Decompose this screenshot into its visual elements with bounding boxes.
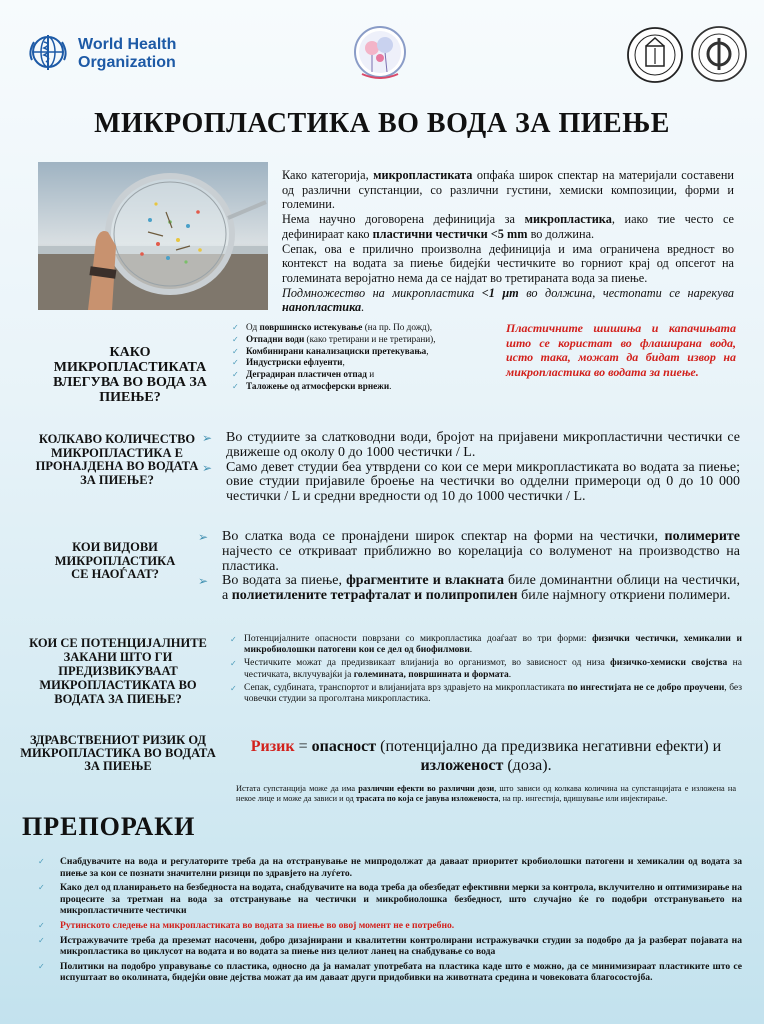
threat-item: ✓ Потенцијалните опасности поврзани со микропластика доаѓаат во три форми: физички честички, хемикалии и микробиолошки патогени кои се дел од биофилмови. (230, 634, 742, 656)
who-logo-line2: Organization (78, 54, 176, 71)
recommendation-item-monitoring: ✓ Рутинското следење на микропластиката во водата за пиење во овој момент не е потребно. (38, 920, 742, 932)
risk-formula: Ризик = опасност (потенцијално да предизвика негативни ефекти) и изложеност (доза). (250, 738, 722, 774)
heading-threats: КОИ СЕ ПОТЕНЦИЈАЛНИТЕ ЗАКАНИ ШТО ГИ ПРЕДИЗВИКУВААТ МИКРОПЛАСТИКАТА ВО ВОДАТА ЗА ПИЕЊЕ? (29, 636, 207, 706)
intro-paragraph-2 (282, 212, 734, 241)
intro-paragraph-3: Сепак, ова е прилично произволна дефиниција и има ограничена вредност во контекст на водата за пиење бидејќи честичките во горниот крај од опсегот на големината веројатно нема да се најдат во третираната вода за пиење. (282, 241, 734, 285)
intro-p4-text-a: Подмножество на микропластика (282, 285, 482, 300)
intro-p2-definition: пластични честички <5 mm (372, 226, 528, 241)
intro-p2-text-c: во должина. (527, 226, 595, 241)
intro-p1-text-b: опфаќа широк спектар на материјали составени од различни супстанции, со различни густини, хемиски композиции, форми и големини. (282, 168, 734, 212)
recommendation-item: ✓ Истражувачите треба да преземат насочени, добро дизајнирани и квалитетни контролирани истражувачки студии за подобро да ја разберат појавата на микропластика во циклусот на водата и во водата за пиење низ целиот ланец на снабдување со вода (38, 935, 742, 958)
heading-how-enters: КАКО МИКРОПЛАСТИКАТА ВЛЕГУВА ВО ВОДА ЗА ПИЕЊЕ? (53, 345, 207, 405)
source-item: ✓ Деградиран пластичен отпад и (232, 369, 492, 381)
recommendations-list (38, 856, 742, 987)
types-item: ➢ Во слатка вода се пронајдени широк спектар на форми на честички, полимерите најчесто се откриваат приближно во корелација со волуменот на производство на пластика. (196, 530, 740, 574)
intro-p1-text-a: Како категорија, (282, 168, 374, 182)
intro-paragraph-4 (282, 286, 734, 315)
heading-types: КОИ ВИДОВИ МИКРОПЛАСТИКА СЕ НАОЃААТ? (54, 540, 176, 581)
intro-p4-size: <1 μm (481, 285, 519, 300)
threat-item: ✓ Сепак, судбината, транспортот и влијанијата врз здравјето на микропластиката по ингестијата не се добро проучени, без човечки студии за проголтана микропластика. (230, 683, 742, 705)
sources-list (232, 322, 492, 393)
hazard-word: опасност (311, 738, 377, 755)
faculty-seal-icon (690, 24, 748, 84)
amount-item: ➢ Само девет студии беа утврдени со кои се мери микропластиката во водата за пиење; овие студии пријавиле броење на честички во одделни примероци од 0 до 10 000 честички / L и средни вредности од 10 до 1000 честички / L. (200, 461, 740, 505)
microplastics-sieve-photo (38, 162, 268, 310)
intro-p2-term: микропластика (524, 212, 612, 227)
threats-list (230, 634, 742, 707)
threat-item: ✓ Честичките можат да предизвикаат влијанија во организмот, во зависност од низа физичко-хемиски својства на честичката, вклучувајќи ја големината, површината и формата. (230, 658, 742, 680)
who-emblem-icon (26, 30, 70, 74)
intro-p4-nanoplastics: нанопластика (282, 300, 362, 315)
recommendation-item: ✓ Снабдувачите на вода и регулаторите треба да на отстранување не мипродолжат да даваат приоритет кробиолошки патогени и хемикалии од водата за пиење за кои се познати значителни ризици по здравјето на луѓето. (38, 856, 742, 879)
intro-p2-text-b: , иако тие често се дефинираат како (282, 212, 735, 241)
recommendation-item: ✓ Како дел од планирањето на безбедноста на водата, снабдувачите на вода треба да обезбедат ефективни мерки за контрола, вклучително и оптимизирање на процесите за третман на вода за отстранување на честички и микробиолошка безбедност, што случајно ќе го подобри отстранувањето на микропластичните честички (38, 882, 742, 917)
amount-item: ➢ Во студиите за слатководни води, бројот на пријавени микропластични честички се движеше од околу 0 до 1000 честички / L. (200, 431, 740, 461)
who-logo-line1: World Health (78, 36, 177, 53)
types-list (196, 530, 740, 604)
source-item: ✓ Индустриски ефлуенти, (232, 357, 492, 369)
recommendation-item: ✓ Политики на подобро управување со пластика, односно да ја намалат употребата на пластика каде што е можно, да се минимизираат пластиките што се испуштаат во околината, бидејќи овие дејства можат да им даваат други придобивки на животната средина и човековата благосостојба. (38, 961, 742, 984)
recommendations-title: ПРЕПОРАКИ (22, 812, 196, 841)
source-item: ✓ Од површинско истекување (на пр. По дожд), (232, 322, 492, 334)
heading-health-risk: ЗДРАВСТВЕНИОТ РИЗИК ОД МИКРОПЛАСТИКА ВО ВОДАТА ЗА ПИЕЊЕ (20, 733, 216, 773)
amount-list (200, 431, 740, 505)
types-item: ➢ Во водата за пиење, фрагментите и влакната биле доминантни облици на честички, а полиетилените тетрафталат и полипропилен биле најмногу откриени полимери. (196, 574, 740, 604)
page-title: МИКРОПЛАСТИКА ВО ВОДА ЗА ПИЕЊЕ (94, 108, 670, 139)
heading-how-much: КОЛКАВО КОЛИЧЕСТВО МИКРОПЛАСТИКА Е ПРОНАЈДЕНА ВО ВОДАТА ЗА ПИЕЊЕ? (35, 432, 199, 487)
source-item: ✓ Отпадни води (како третирани и не третирани), (232, 334, 492, 346)
source-item: ✓ Комбинирани канализациски претекувања, (232, 346, 492, 358)
bottles-note: Пластичните шишиња и капачињата што се користат во флаширана вода, исто така, можат да бидат извор на микропластика во водата за пиење. (506, 321, 736, 379)
intro-p4-text-b: во должина, честопати се нарекува (518, 285, 734, 300)
intro-p2-text-a: Нема научно договорена дефиниција за (282, 212, 525, 227)
intro-paragraph-1 (282, 168, 734, 212)
source-item: ✓ Таложење од атмосферски врнежи. (232, 381, 492, 393)
risk-word: Ризик (250, 738, 295, 755)
risk-note: Истата супстанција може да има различни ефекти во различни дози, што зависи од колкава количина на супстанцијата е изложена на некое лице и може да зависи и од трасата по која се јавува изложеноста, на пр. ингестија, вдишување или инјектирање. (236, 784, 736, 803)
exposure-word: изложеност (420, 757, 504, 774)
institute-dandelion-logo-icon (352, 24, 408, 86)
intro-p4-text-c: . (361, 300, 365, 315)
intro-p1-term-microplastics: микропластиката (373, 168, 473, 182)
who-logo (26, 30, 186, 82)
intro-text (282, 168, 734, 315)
university-seal-icon (626, 26, 684, 84)
